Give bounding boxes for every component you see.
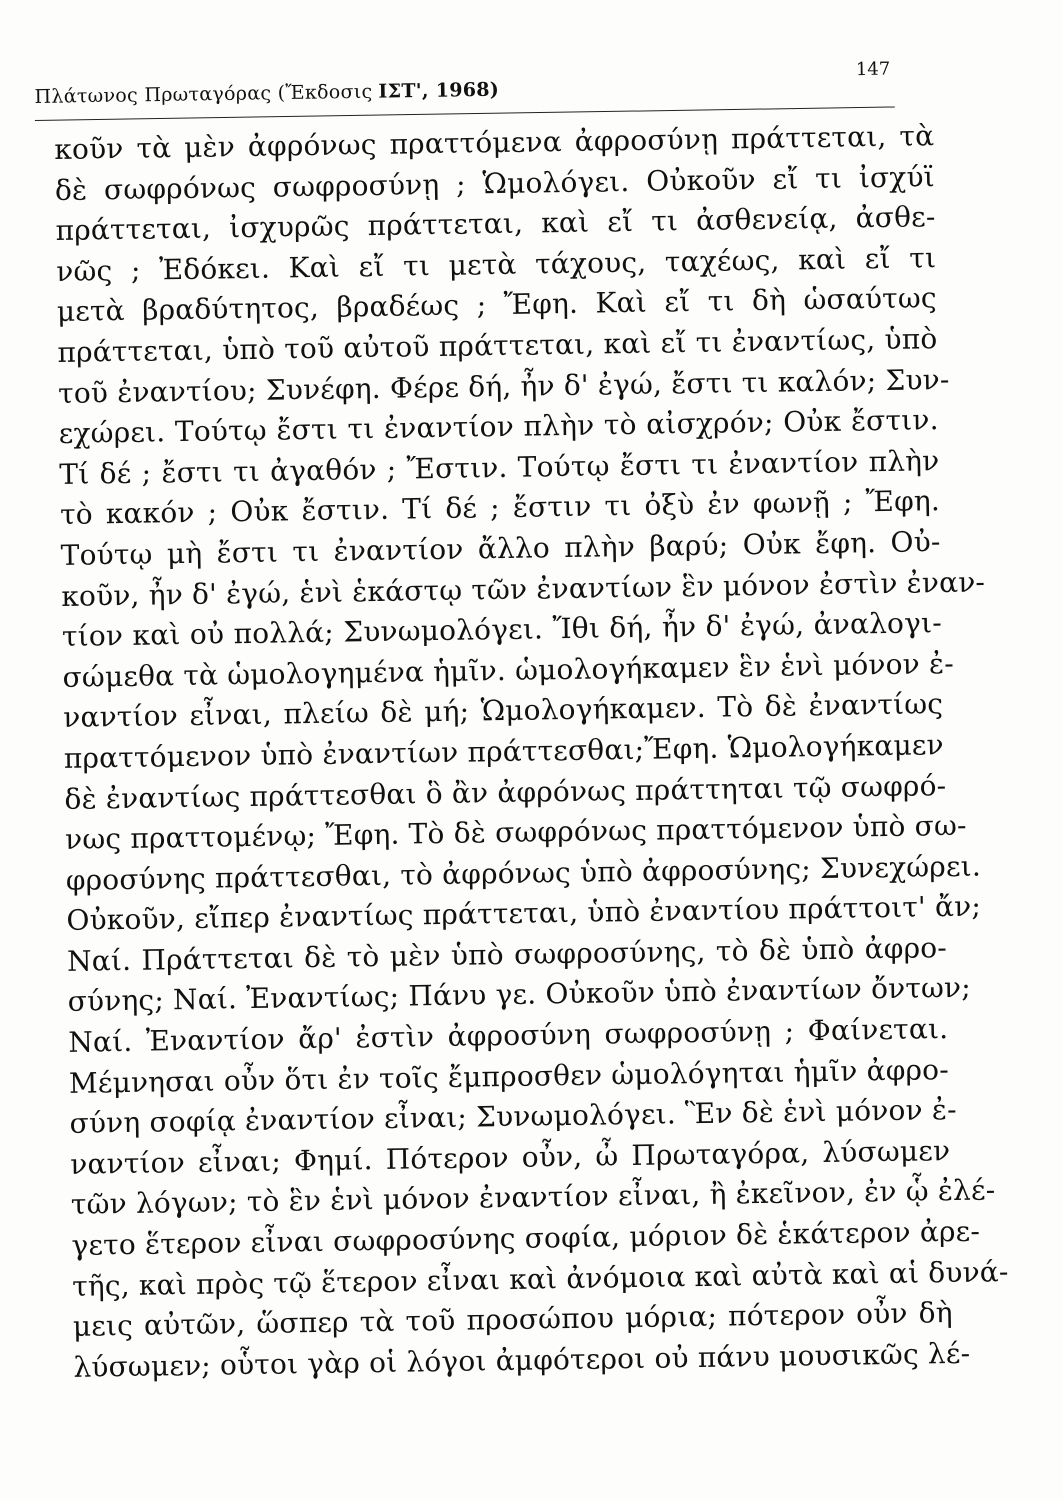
text-line: νῶς ; Ἐδόκει. Καὶ εἴ τι μετὰ τάχους, ταχέως, καὶ εἴ τι xyxy=(55,240,937,288)
text-line: σύνη σοφίᾳ ἐναντίον εἶναι; Συνωμολόγει. Ἓν δὲ ἑνὶ μόνον ἐ- xyxy=(69,1093,957,1141)
text-line: κοῦν, ἦν δ' ἐγώ, ἑνὶ ἑκάστῳ τῶν ἐναντίων ἓν μόνον ἐστὶν ἐναν- xyxy=(61,564,986,613)
text-line: Τούτῳ μὴ ἔστι τι ἐναντίον ἄλλο πλὴν βαρύ; Οὐκ ἔφη. Οὐ- xyxy=(60,525,941,572)
text-line: τῶν λόγων; τὸ ἓν ἑνὶ μόνον ἐναντίον εἶναι, ἢ ἐκεῖνον, ἐν ᾧ ἐλέ- xyxy=(70,1173,996,1222)
text-line: τοῦ ἐναντίου; Συνέφη. Φέρε δή, ἦν δ' ἐγώ, ἔστι τι καλόν; Συν- xyxy=(57,362,950,410)
text-line: τῆς, καὶ πρὸς τῷ ἕτερον εἶναι καὶ ἀνόμοια καὶ αὐτὰ καὶ αἱ δυνά- xyxy=(71,1254,1009,1303)
text-line: φροσύνης πράττεσθαι, τὸ ἀφρόνως ὑπὸ ἀφροσύνης; Συνεχώρει. xyxy=(65,849,982,897)
text-line: πραττόμενον ὑπὸ ἐναντίων πράττεσθαι;Ἔφη. Ὡμολογήκαμεν xyxy=(63,728,945,775)
text-line: Οὐκοῦν, εἴπερ ἐναντίως πράττεται, ὑπὸ ἐναντίου πράττοιτ' ἄν; xyxy=(66,889,982,938)
text-line: σώμεθα τὰ ὡμολογημένα ἡμῖν. ὡμολογήκαμεν ἓν ἑνὶ μόνον ἐ- xyxy=(62,646,955,694)
text-line: γετο ἕτερον εἶναι σωφροσύνης σοφία, μόριον δὲ ἑκάτερον ἀρε- xyxy=(71,1214,981,1262)
text-line: δὲ σωφρόνως σωφροσύνῃ ; Ὡμολόγει. Οὐκοῦν εἴ τι ἰσχύϊ xyxy=(54,159,936,207)
text-line: τὸ κακόν ; Οὐκ ἔστιν. Τί δέ ; ἔστιν τι ὀξὺ ἐν φωνῇ ; Ἔφη. xyxy=(59,484,941,532)
text-line: πράττεται, ὑπὸ τοῦ αὐτοῦ πράττεται, καὶ εἴ τι ἐναντίως, ὑπὸ xyxy=(57,322,938,369)
text-line: τίον καὶ οὐ πολλά; Συνωμολόγει. Ἴθι δή, ἦν δ' ἐγώ, ἀναλογι- xyxy=(61,606,943,654)
text-line: λύσωμεν; οὗτοι γὰρ οἱ λόγοι ἀμφότεροι οὐ πάνυ μουσικῶς λέ- xyxy=(73,1336,971,1384)
text-line: Ναί. Πράττεται δὲ τὸ μὲν ὑπὸ σωφροσύνης, τὸ δὲ ὑπὸ ἀφρο- xyxy=(66,930,948,978)
text-line: ναντίον εἶναι; Φημί. Πότερον οὖν, ὦ Πρωταγόρα, λύσωμεν xyxy=(69,1133,951,1181)
text-line: πράττεται, ἰσχυρῶς πράττεται, καὶ εἴ τι ἀσθενείᾳ, ἀσθε- xyxy=(55,200,936,248)
text-line: κοῦν τὰ μὲν ἀφρόνως πραττόμενα ἀφροσύνῃ πράττεται, τὰ xyxy=(54,119,935,166)
text-line: ναντίον εἶναι, πλείω δὲ μή; Ὡμολογήκαμεν. Τὸ δὲ ἐναντίως xyxy=(62,687,944,735)
text-line: εχώρει. Τούτῳ ἔστι τι ἐναντίον πλὴν τὸ αἰσχρόν; Οὐκ ἔστιν. xyxy=(58,403,939,451)
header-title: Πλάτωνος Πρωταγόρας (Ἔκδοσις xyxy=(34,80,373,108)
text-line: σύνης; Ναί. Ἐναντίως; Πάνυ γε. Οὐκοῦν ὑπὸ ἐναντίων ὄντων; xyxy=(67,971,972,1019)
text-line: μετὰ βραδύτητος, βραδέως ; Ἔφη. Καὶ εἴ τι δὴ ὡσαύτως xyxy=(56,281,938,329)
page-number: 147 xyxy=(855,58,891,81)
text-line: Τί δέ ; ἔστι τι ἀγαθόν ; Ἔστιν. Τούτῳ ἔστι τι ἐναντίον πλὴν xyxy=(59,443,940,491)
running-header xyxy=(34,49,891,112)
header-edition: ΙΣΤ', 1968) xyxy=(378,78,500,103)
header-title-block xyxy=(34,79,499,108)
text-line: Ναί. Ἐναντίον ἄρ' ἐστὶν ἀφροσύνη σωφροσύνῃ ; Φαίνεται. xyxy=(68,1012,949,1059)
body-text xyxy=(54,116,1009,1388)
text-line: δὲ ἐναντίως πράττεσθαι ὃ ἂν ἀφρόνως πράττηται τῷ σωφρό- xyxy=(64,768,947,816)
text-line: μεις αὐτῶν, ὥσπερ τὰ τοῦ προσώπου μόρια; πότερον οὖν δὴ xyxy=(72,1296,953,1344)
text-line: νως πραττομένῳ; Ἔφη. Τὸ δὲ σωφρόνως πραττόμενον ὑπὸ σω- xyxy=(64,808,967,857)
text-line: Μέμνησαι οὖν ὅτι ἐν τοῖς ἔμπροσθεν ὡμολόγηται ἡμῖν ἀφρο- xyxy=(68,1052,950,1100)
